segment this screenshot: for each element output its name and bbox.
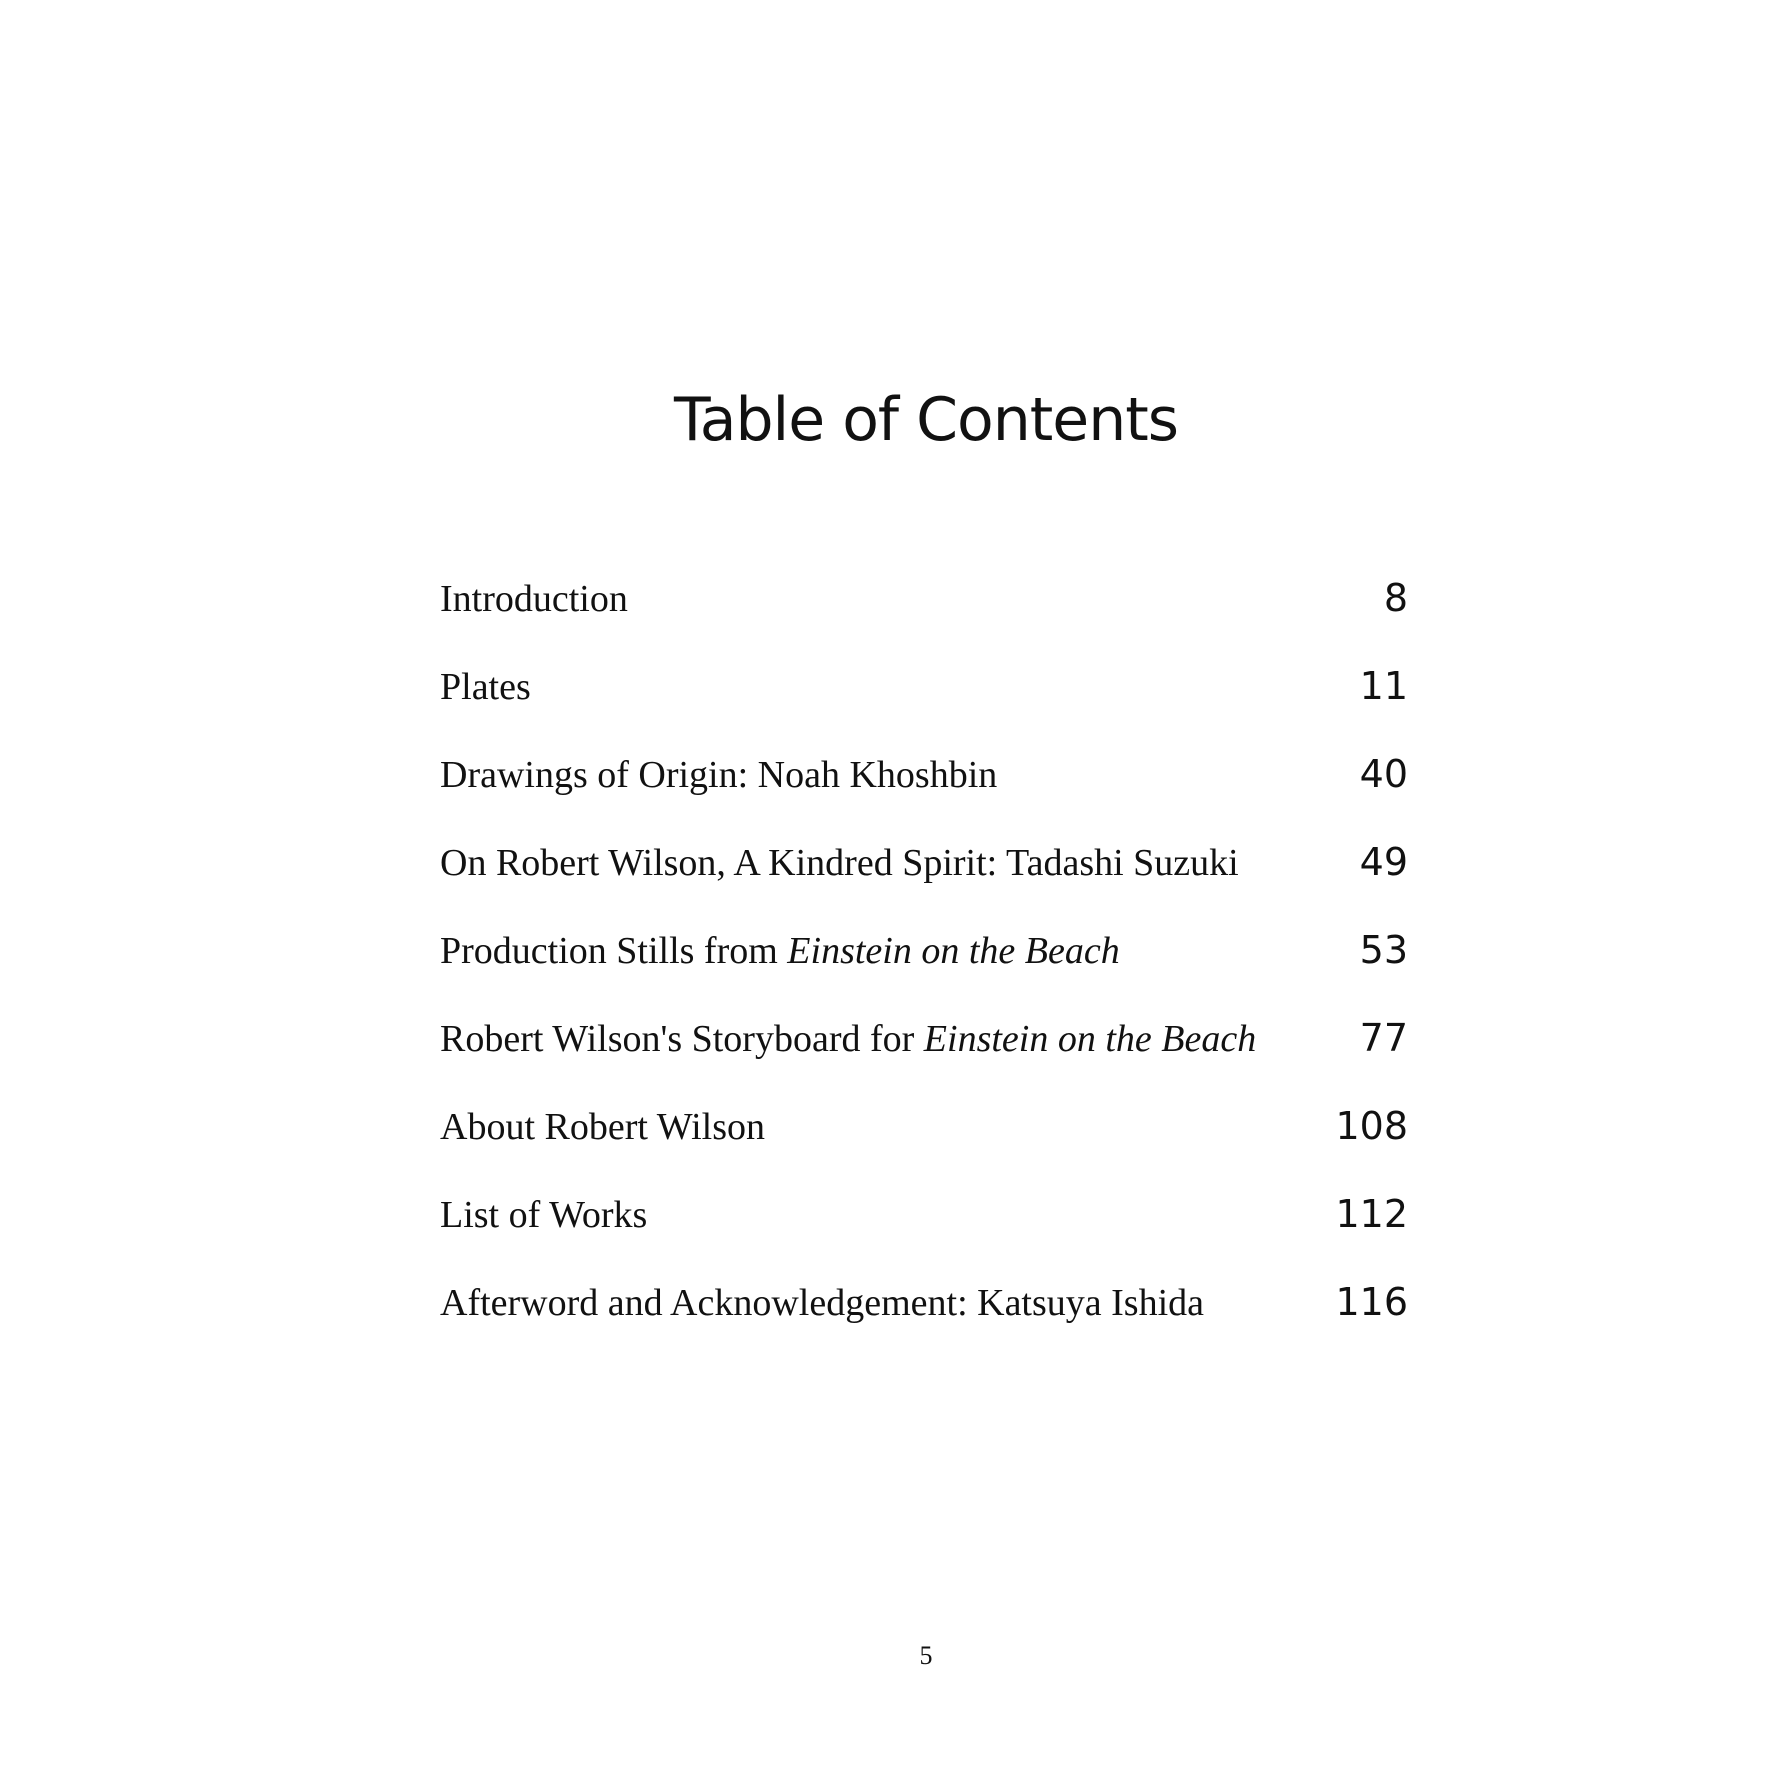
toc-entry-title: On Robert Wilson, A Kindred Spirit: Tadashi Suzuki (440, 842, 1239, 884)
toc-entry-storyboard[interactable] (440, 1010, 1408, 1098)
toc-entry-title: Afterword and Acknowledgement: Katsuya Ishida (440, 1282, 1205, 1324)
toc-entry-page: 108 (1335, 1104, 1408, 1148)
page-title: Table of Contents (673, 385, 1178, 455)
toc-entry-page: 40 (1359, 752, 1408, 796)
toc-entry-title: Plates (440, 666, 531, 708)
toc-entry-title: Introduction (440, 578, 628, 620)
toc-entry-kindred-spirit[interactable] (440, 834, 1408, 922)
toc-list (440, 570, 1408, 1362)
toc-entry-title: Drawings of Origin: Noah Khoshbin (440, 754, 998, 796)
toc-entry-title: Robert Wilson's Storyboard for Einstein on the Beach (440, 1018, 1257, 1060)
toc-entry-introduction[interactable] (440, 570, 1408, 658)
toc-entry-page: 8 (1383, 576, 1408, 620)
toc-entry-title: About Robert Wilson (440, 1106, 765, 1148)
page-number: 5 (919, 1641, 933, 1670)
toc-entry-drawings-of-origin[interactable] (440, 746, 1408, 834)
toc-entry-plates[interactable] (440, 658, 1408, 746)
toc-entry-about-robert-wilson[interactable] (440, 1098, 1408, 1186)
toc-entry-production-stills[interactable] (440, 922, 1408, 1010)
toc-entry-title: Production Stills from Einstein on the Beach (440, 930, 1120, 972)
toc-entry-page: 49 (1359, 840, 1408, 884)
toc-entry-page: 77 (1359, 1016, 1408, 1060)
toc-entry-page: 116 (1335, 1280, 1408, 1324)
toc-entry-afterword[interactable] (440, 1274, 1408, 1362)
toc-entry-title: List of Works (440, 1194, 648, 1236)
toc-entry-list-of-works[interactable] (440, 1186, 1408, 1274)
toc-entry-page: 11 (1359, 664, 1408, 708)
toc-entry-page: 53 (1359, 928, 1408, 972)
toc-entry-page: 112 (1335, 1192, 1408, 1236)
